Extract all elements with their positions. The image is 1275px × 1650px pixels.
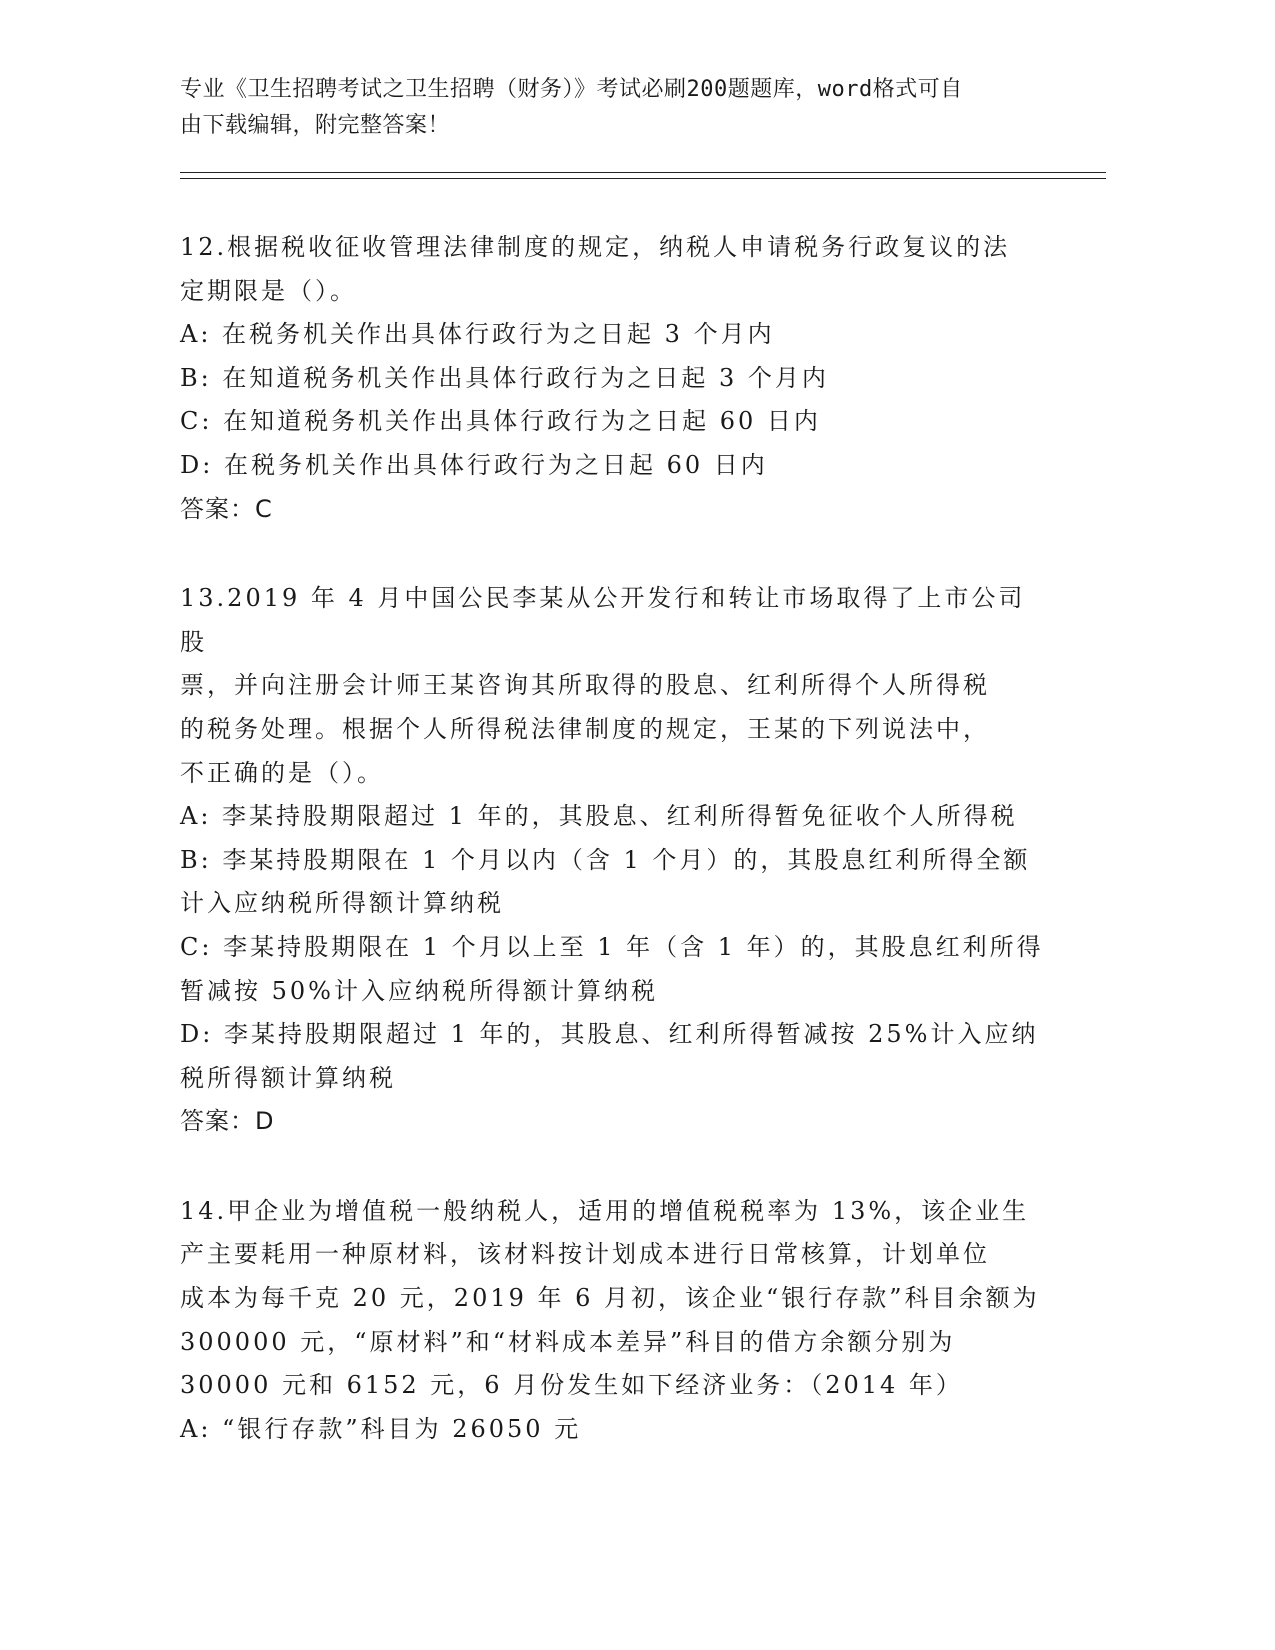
question-stem-line: 13.2019 年 4 月中国公民李某从公开发行和转让市场取得了上市公司股 — [180, 584, 1026, 656]
question-stem-line: 300000 元，“原材料”和“材料成本差异”科目的借方余额分别为 — [180, 1327, 956, 1356]
question-2 — [180, 577, 1050, 1144]
question-stem-line: 14.甲企业为增值税一般纳税人，适用的增值税税率为 13%，该企业生 — [180, 1196, 1030, 1225]
answer-option-line: 暂减按 50%计入应纳税所得额计算纳税 — [180, 976, 658, 1005]
answer-key: 答案：C — [180, 494, 273, 523]
question-list — [180, 226, 1050, 1497]
header-line-1: 专业《卫生招聘考试之卫生招聘（财务）》考试必刷200题题库，word格式可自 — [180, 77, 963, 102]
answer-option-line: 税所得额计算纳税 — [180, 1063, 396, 1092]
answer-option-line: B: 在知道税务机关作出具体行政行为之日起 3 个月内 — [180, 363, 829, 392]
answer-option-line: A: 在税务机关作出具体行政行为之日起 3 个月内 — [180, 320, 775, 349]
question-stem-line: 的税务处理。根据个人所得税法律制度的规定，王某的下列说法中， — [180, 714, 990, 743]
question-stem-line: 票，并向注册会计师王某咨询其所取得的股息、红利所得个人所得税 — [180, 671, 990, 700]
header-divider-top — [180, 172, 1106, 173]
question-3 — [180, 1190, 1050, 1452]
question-1 — [180, 226, 1050, 531]
question-stem-line: 定期限是（）。 — [180, 276, 357, 305]
question-stem-line: 30000 元和 6152 元，6 月份发生如下经济业务：（2014 年） — [180, 1371, 963, 1400]
question-stem-line: 12.根据税收征收管理法律制度的规定，纳税人申请税务行政复议的法 — [180, 233, 1011, 261]
answer-option-line: A: 李某持股期限超过 1 年的，其股息、红利所得暂免征收个人所得税 — [180, 802, 1018, 831]
question-stem-line: 不正确的是（）。 — [180, 758, 384, 787]
question-stem-line: 成本为每千克 20 元，2019 年 6 月初，该企业“银行存款”科目余额为 — [180, 1284, 1040, 1313]
answer-key: 答案：D — [180, 1107, 275, 1136]
answer-option-line: C: 李某持股期限在 1 个月以上至 1 年（含 1 年）的，其股息红利所得 — [180, 932, 1044, 961]
answer-option-line: B: 李某持股期限在 1 个月以内（含 1 个月）的，其股息红利所得全额 — [180, 845, 1031, 874]
header-line-2: 由下载编辑，附完整答案！ — [180, 113, 451, 138]
answer-option-line: A: “银行存款”科目为 26050 元 — [180, 1414, 582, 1443]
header-divider-bottom — [180, 178, 1106, 179]
answer-option-line: 计入应纳税所得额计算纳税 — [180, 889, 504, 918]
answer-option-line: C: 在知道税务机关作出具体行政行为之日起 60 日内 — [180, 407, 821, 436]
question-stem-line: 产主要耗用一种原材料，该材料按计划成本进行日常核算，计划单位 — [180, 1240, 990, 1269]
answer-option-line: D: 李某持股期限超过 1 年的，其股息、红利所得暂减按 25%计入应纳 — [180, 1020, 1039, 1049]
answer-option-line: D: 在税务机关作出具体行政行为之日起 60 日内 — [180, 450, 768, 479]
document-header — [180, 72, 1060, 144]
